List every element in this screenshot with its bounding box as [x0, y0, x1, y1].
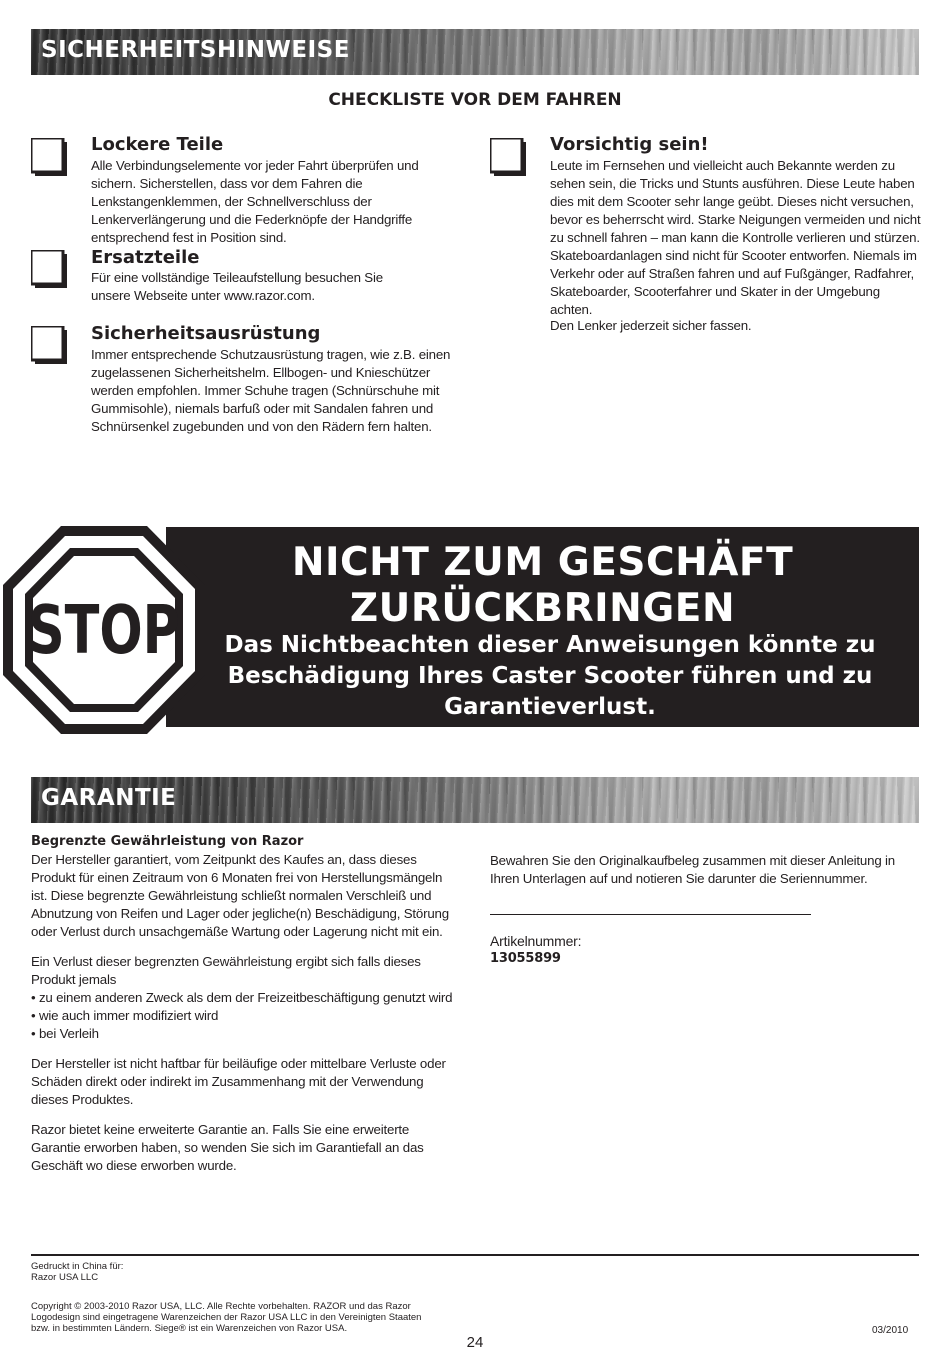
checklist-title: CHECKLISTE VOR DEM FAHREN — [328, 90, 622, 110]
warranty-bullet: • zu einem anderen Zweck als dem der Freizeitbeschäftigung genutzt wird — [31, 990, 453, 1005]
warranty-paragraph-4: Razor bietet keine erweiterte Garantie an. Falls Sie eine erweiterte Garantie erworben haben, so wenden Sie sich im Garantiefall an das Geschäft wo diese erworben wurde. — [31, 1122, 424, 1173]
warranty-banner — [31, 777, 919, 823]
checkbox-icon — [31, 250, 71, 292]
warranty-right-text: Bewahren Sie den Originalkaufbeleg zusammen mit dieser Anleitung in Ihren Unterlagen auf und notieren Sie darunter die Seriennummer. — [490, 853, 895, 886]
article-number-label: Artikelnummer: — [490, 933, 582, 949]
item-body-sicherheitsausruestung: Immer entsprechende Schutzausrüstung tragen, wie z.B. einen zugelassenen Sicherheitshelm. Ellbogen- und Knieschützer werden empfohlen. Immer Schuhe tragen (Schnürschuhe mit Gummisohle), niemals barfuß oder mit Sandalen fahren und Schnürsenkel zugebunden und von den Rädern fern halten. — [91, 347, 451, 434]
serial-number-line — [490, 914, 811, 915]
item-body-ersatzteile: Für eine vollständige Teileaufstellung besuchen Sie unsere Webseite unter www.razor.com. — [91, 270, 383, 303]
warranty-bullet: • bei Verleih — [31, 1026, 99, 1041]
warranty-bullet: • wie auch immer modifiziert wird — [31, 1008, 219, 1023]
checkbox-icon — [31, 138, 71, 180]
item-body-lockere-teile: Alle Verbindungselemente vor jeder Fahrt überprüfen und sichern. Sicherstellen, dass vor dem Fahren die Lenkstangenklemmen, der Schnellverschluss der Lenkerverlängerung und die Federknöpfe der Handgriffe entsprechend fest in Position sind. — [91, 158, 419, 245]
safety-banner — [31, 29, 919, 75]
checkbox-icon — [31, 326, 71, 368]
item-title-vorsichtig: Vorsichtig sein! — [550, 134, 709, 155]
warranty-paragraph-1: Der Hersteller garantiert, vom Zeitpunkt des Kaufes an, dass dieses Produkt für einen Zeitraum von 6 Monaten frei von Herstellungsmängeln ist. Diese begrenzte Gewährleistung schließt normalen Verschleiß und Abnutzung von Reifen und Lager oder jegliche(n) Beschädigung, Störung oder Verlust durch unsachgemäße Wartung oder Lagerung nicht mit ein. — [31, 852, 449, 939]
warranty-left-column — [31, 851, 461, 1175]
safety-banner-title: SICHERHEITSHINWEISE — [41, 37, 350, 63]
item-title-lockere-teile: Lockere Teile — [91, 134, 224, 155]
copyright-line2: Logodesign sind eingetragene Warenzeichen der Razor USA LLC in den Vereinigten Staaten — [31, 1312, 422, 1323]
footer-divider — [31, 1254, 919, 1256]
stop-sub-line2: Beschädigung Ihres Caster Scooter führen und zu — [227, 663, 873, 689]
copyright-line3: bzw. in bestimmten Ländern. Siege® ist ein Warenzeichen von Razor USA. — [31, 1323, 348, 1334]
stop-subtitle — [180, 630, 920, 723]
warranty-paragraph-3: Der Hersteller ist nicht haftbar für beiläufige oder mittelbare Verluste oder Schäden direkt oder indirekt im Zusammenhang mit der Verwendung dieses Produktes. — [31, 1056, 446, 1107]
copyright-notice — [31, 1301, 421, 1334]
printed-in — [31, 1261, 123, 1283]
item-body-vorsichtig: Leute im Fernsehen und vielleicht auch Bekannte werden zu sehen sein, die Tricks und Stunts ausführen. Diese Leute haben dies mit dem Scooter sehr lange geübt. Dieses nicht versuchen, bevor es beherrscht wird. Starke Neigungen vermeiden und nicht zu schnell fahren – man kann die Kontrolle verlieren und stürzen. Skateboardanlagen sind nicht für Scooter entworfen. Niemals im Verkehr oder auf Straßen fahren und auf Fußgänger, Radfahrer, Skateboarder, Scooterfahrer und Skater in der Umgebung achten. — [550, 158, 921, 317]
warranty-banner-title: GARANTIE — [41, 785, 177, 811]
stop-sub-line1: Das Nichtbeachten dieser Anweisungen könnte zu — [224, 632, 876, 658]
item-title-sicherheitsausruestung: Sicherheitsausrüstung — [91, 323, 321, 344]
checkbox-icon — [490, 138, 530, 180]
stop-title — [166, 540, 919, 632]
copyright-line1: Copyright © 2003-2010 Razor USA, LLC. Alle Rechte vorbehalten. RAZOR und das Razor — [31, 1301, 411, 1312]
stop-title-line1: NICHT ZUM GESCHÄFT — [291, 540, 794, 585]
printed-line1: Gedruckt in China für: — [31, 1261, 124, 1272]
stop-sign-text: STOP — [27, 590, 180, 669]
item-title-ersatzteile: Ersatzteile — [91, 247, 200, 268]
item-body-vorsichtig-lenker: Den Lenker jederzeit sicher fassen. — [550, 318, 752, 333]
page-number: 24 — [466, 1334, 484, 1351]
article-number-value: 13055899 — [490, 951, 561, 966]
stop-sub-line3: Garantieverlust. — [444, 694, 656, 720]
print-date: 03/2010 — [872, 1325, 909, 1336]
warranty-paragraph-2: Ein Verlust dieser begrenzten Gewährleistung ergibt sich falls dieses Produkt jemals — [31, 954, 421, 987]
stop-title-line2: ZURÜCKBRINGEN — [349, 586, 736, 631]
warranty-heading: Begrenzte Gewährleistung von Razor — [31, 834, 304, 849]
printed-line2: Razor USA LLC — [31, 1272, 99, 1283]
